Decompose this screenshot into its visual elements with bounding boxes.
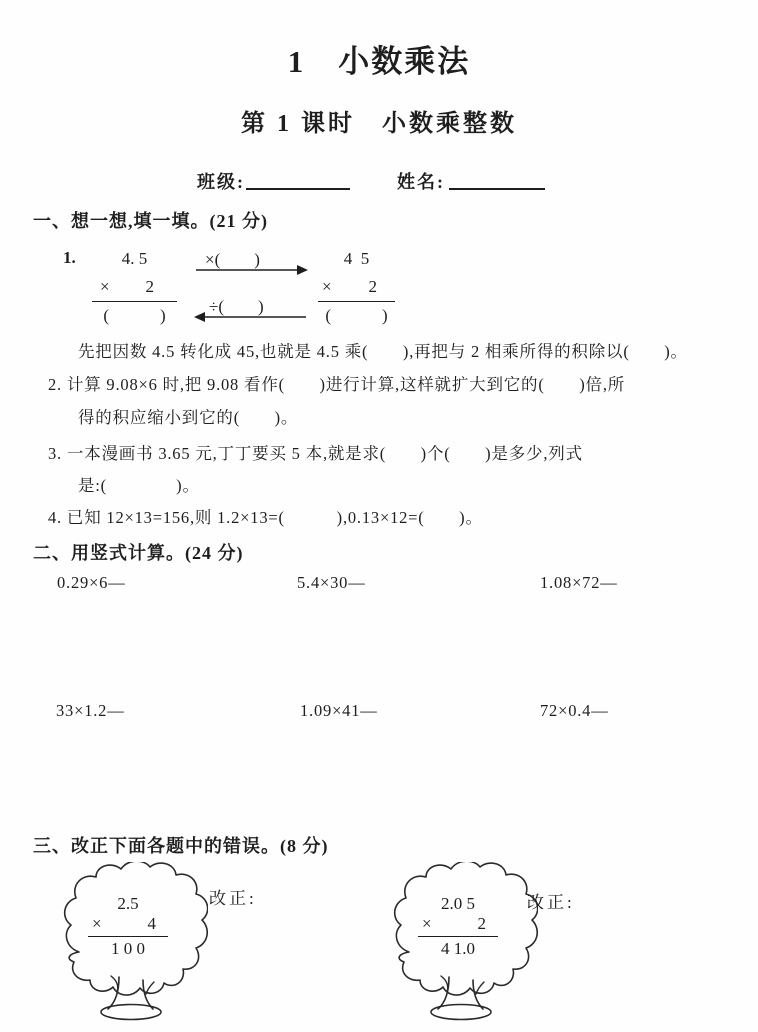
tree-left-multiplier: 4 (147, 914, 156, 933)
q1-left-multiplicand: 4. 5 (121, 249, 148, 268)
correction-label-right: 改正: (527, 893, 575, 912)
calc-problem-1: 0.29×6— (57, 573, 126, 592)
calc-problem-2: 5.4×30— (297, 573, 366, 592)
class-blank-line (246, 188, 350, 190)
q3-line-2: 是:( )。 (78, 476, 200, 495)
q2-line-1: 2. 计算 9.08×6 时,把 9.08 看作( )进行计算,这样就扩大到它的( )倍,所 (48, 375, 626, 394)
q3-line-1: 3. 一本漫画书 3.65 元,丁丁要买 5 本,就是求( )个( )是多少,列式 (48, 444, 583, 463)
q1-right-multiplicand: 4 5 (343, 249, 370, 268)
tree-right-multiplicand: 2.0 5 (441, 894, 475, 913)
multiply-sign: × (92, 914, 102, 933)
calc-problem-5: 1.09×41— (300, 701, 378, 720)
section-two-heading: 二、用竖式计算。(24 分) (33, 543, 244, 563)
q1-left-product-blank: ( ) (103, 306, 166, 325)
name-blank-line (449, 188, 545, 190)
q1-right-multiply-row (318, 273, 395, 302)
q1-left-calc (92, 245, 177, 330)
tree-calc-right (418, 894, 498, 959)
q1-right-multiplier: 2 (368, 277, 377, 296)
right-arrow-icon (196, 264, 308, 276)
tree-right-multiplier: 2 (477, 914, 486, 933)
multiply-sign: × (322, 277, 332, 296)
calc-problem-4: 33×1.2— (56, 701, 125, 720)
q1-right-product-blank: ( ) (325, 306, 388, 325)
section-three-heading: 三、改正下面各题中的错误。(8 分) (33, 836, 329, 856)
tree-figure-left (58, 862, 208, 1022)
tree-figure-right (388, 862, 538, 1022)
lesson-subtitle: 第 1 课时 小数乘整数 (241, 111, 517, 137)
question-1-number: 1. (63, 248, 76, 267)
calc-problem-3: 1.08×72— (540, 573, 618, 592)
tree-calc-left (88, 894, 168, 959)
section-one-heading: 一、想一想,填一填。(21 分) (33, 211, 268, 231)
name-label: 姓名: (397, 172, 445, 192)
tree-left-multiplicand: 2.5 (117, 894, 139, 913)
q1-left-multiplier: 2 (145, 277, 154, 296)
q1-divide-arrow-label: ÷( ) (209, 297, 264, 316)
tree-left-wrong-product: 1 0 0 (111, 939, 145, 958)
q4-line: 4. 已知 12×13=156,则 1.2×13=( ),0.13×12=( )。 (48, 508, 483, 527)
q1-right-calc (318, 245, 395, 330)
tree-right-wrong-product: 4 1.0 (441, 939, 475, 958)
tree-left-multiply-row (88, 914, 168, 937)
multiply-sign: × (422, 914, 432, 933)
multiply-sign: × (100, 277, 110, 296)
page-title: 1 小数乘法 (287, 44, 471, 79)
calc-problem-6: 72×0.4— (540, 701, 609, 720)
correction-label-left: 改正: (209, 889, 257, 908)
q1-multiply-arrow-label: ×( ) (205, 250, 260, 269)
q1-left-multiply-row (92, 273, 177, 302)
left-arrow-icon (194, 311, 306, 323)
q2-line-2: 得的积应缩小到它的( )。 (78, 408, 299, 427)
class-label: 班级: (197, 172, 245, 192)
q1-explanation-line: 先把因数 4.5 转化成 45,也就是 4.5 乘( ),再把与 2 相乘所得的积除以( )。 (78, 342, 688, 361)
tree-right-multiply-row (418, 914, 498, 937)
